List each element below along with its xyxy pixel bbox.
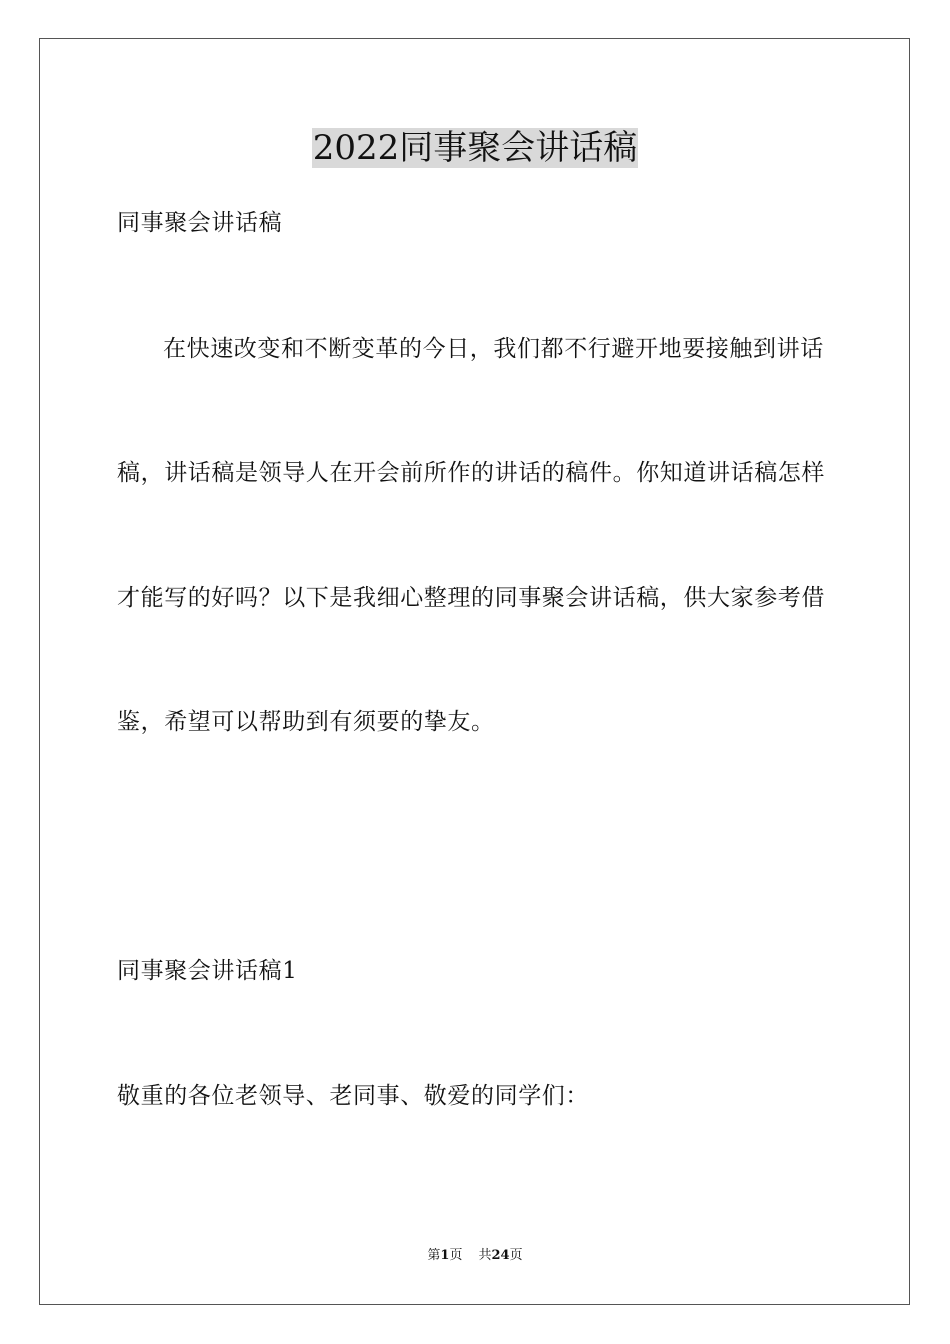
- page-footer: [0, 1247, 950, 1265]
- paragraph-line: 鉴，希望可以帮助到有须要的挚友。: [117, 709, 495, 735]
- page-total: 24: [491, 1248, 510, 1263]
- document-subtitle: 同事聚会讲话稿: [117, 210, 283, 236]
- page-suffix: 页: [449, 1248, 463, 1263]
- paragraph-line: 稿，讲话稿是领导人在开会前所作的讲话的稿件。你知道讲话稿怎样: [117, 460, 825, 486]
- total-prefix: 共: [478, 1248, 492, 1263]
- page-prefix: 第: [427, 1248, 441, 1263]
- paragraph-line: 在快速改变和不断变革的今日，我们都不行避开地要接触到讲话: [163, 336, 824, 362]
- document-title-text: 2022同事聚会讲话稿: [312, 128, 638, 168]
- section-heading: 同事聚会讲话稿1: [117, 958, 298, 984]
- greeting-line: 敬重的各位老领导、老同事、敬爱的同学们：: [117, 1083, 589, 1109]
- page-current: 1: [440, 1248, 450, 1263]
- document-title: [0, 126, 950, 170]
- paragraph-line: 才能写的好吗？以下是我细心整理的同事聚会讲话稿，供大家参考借: [117, 585, 825, 611]
- total-suffix: 页: [509, 1248, 523, 1263]
